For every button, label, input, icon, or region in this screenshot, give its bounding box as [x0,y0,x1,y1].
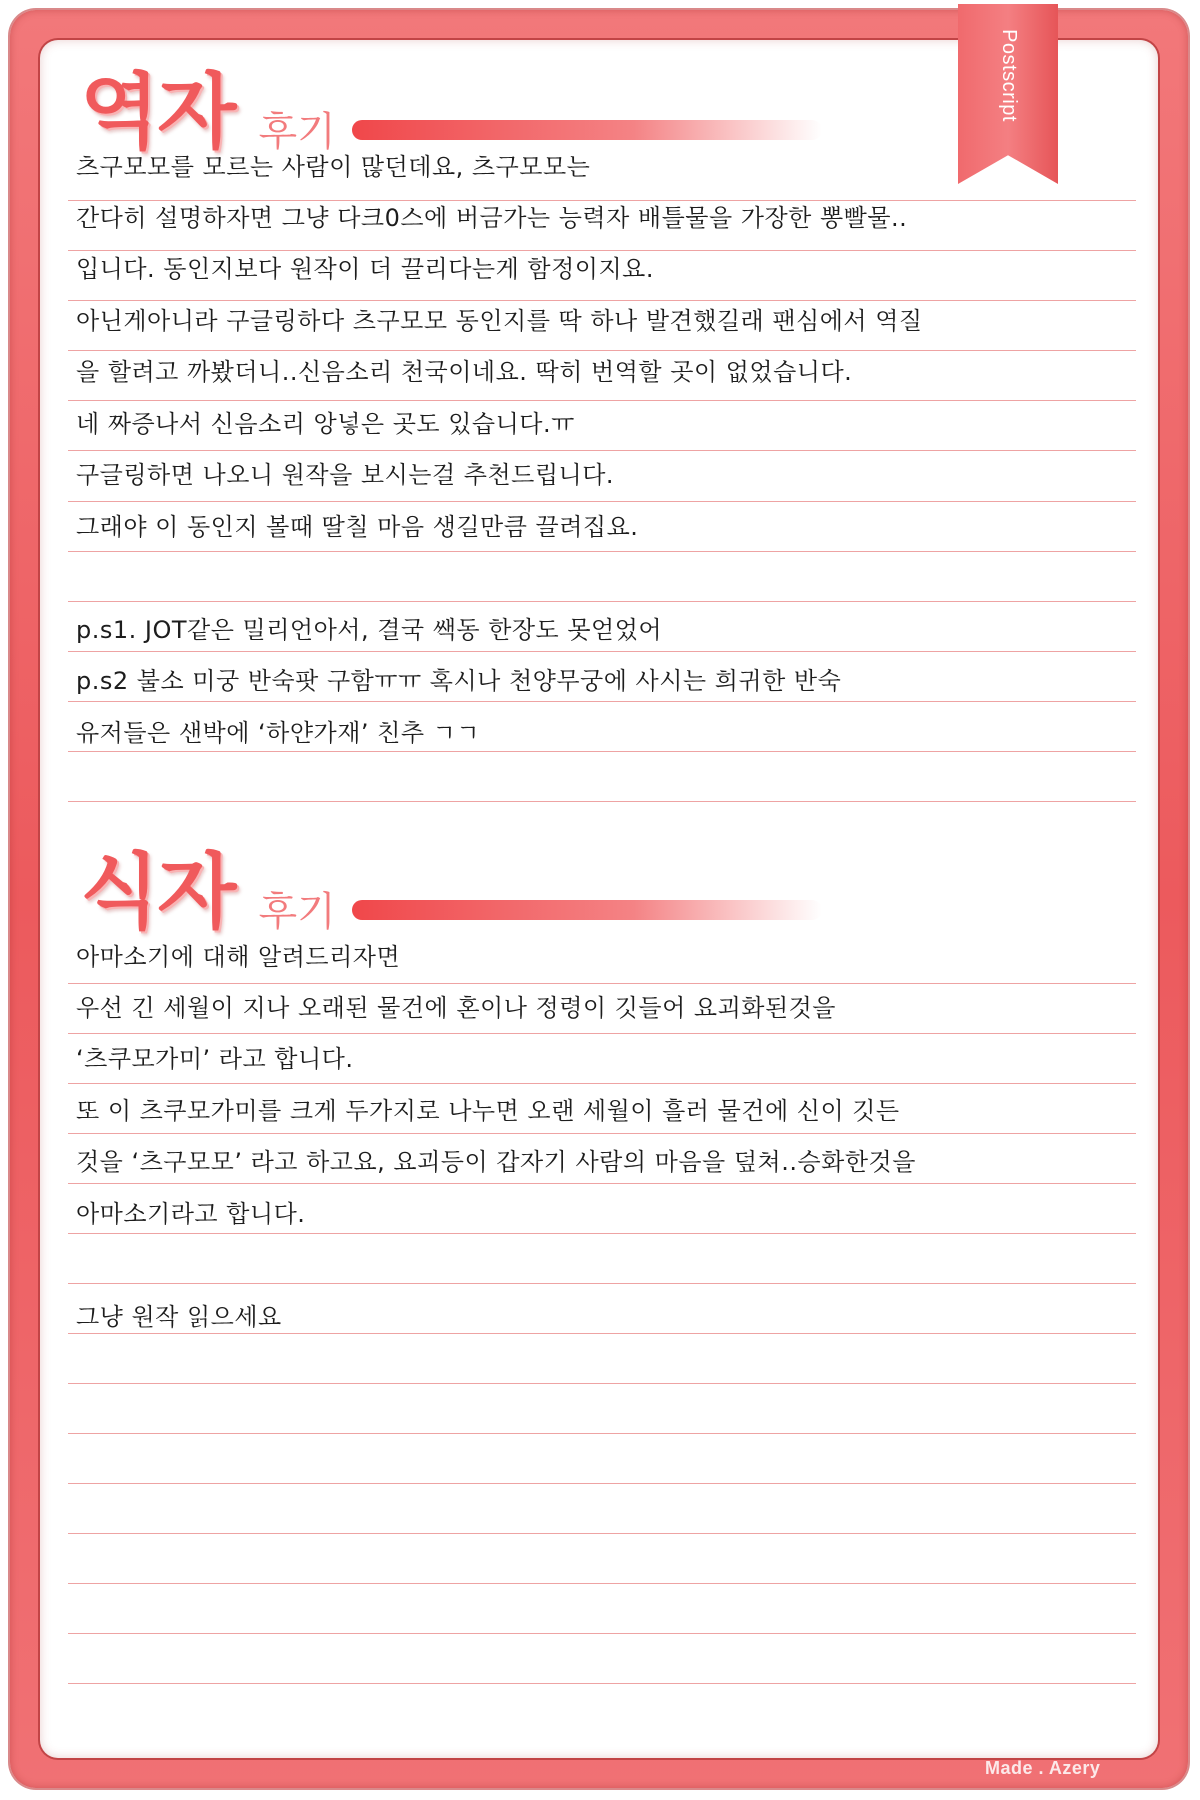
translator-line: 입니다. 동인지보다 원작이 더 끌리다는게 함정이지요. [76,255,654,283]
translator-line: 을 할려고 까봤더니..신음소리 천국이네요. 딱히 번역할 곳이 없었습니다. [76,358,853,386]
ruled-line [68,1483,1136,1484]
ruled-line [68,1283,1136,1284]
ruled-line [68,1433,1136,1434]
ruled-line [68,1083,1136,1084]
ruled-line [68,801,1136,802]
typesetter-title: 식자 [80,845,235,940]
typesetter-subtitle: 후기 [258,889,336,935]
translator-line: 그래야 이 동인지 볼때 딸칠 마음 생길만큼 끌려집요. [76,513,639,541]
translator-line: p.s2 불소 미궁 반숙팟 구함ㅠㅠ 혹시나 천양무궁에 사시는 희귀한 반숙 [76,667,842,695]
credit-text: Made . Azery [985,1758,1101,1778]
typesetter-line: 그냥 원작 읽으세요 [76,1303,282,1331]
typesetter-heading [80,845,822,940]
ruled-line [68,701,1136,702]
ruled-line [68,300,1136,301]
ruled-line [68,651,1136,652]
translator-line: 구글링하면 나오니 원작을 보시는걸 추천드립니다. [76,461,615,489]
translator-heading [80,65,822,160]
translator-subtitle: 후기 [258,109,336,155]
typesetter-line: 아마소기라고 합니다. [76,1200,306,1228]
translator-line: 츠구모모를 모르는 사람이 많던데요, 츠구모모는 [76,153,591,181]
ruled-line [68,200,1136,201]
ruled-line [68,501,1136,502]
ruled-line [68,1333,1136,1334]
ruled-line [68,601,1136,602]
ruled-line [68,450,1136,451]
translator-line: 간다히 설명하자면 그냥 다크0스에 버금가는 능력자 배틀물을 가장한 뽕빨물.. [76,204,908,232]
ruled-line [68,350,1136,351]
ruled-line [68,1633,1136,1634]
translator-line: p.s1. JOT같은 밀리언아서, 결국 쌕동 한장도 못얻었어 [76,616,663,644]
ruled-line [68,400,1136,401]
typesetter-line: 것을 ‘츠구모모’ 라고 하고요, 요괴등이 갑자기 사람의 마음을 덮쳐..승화한것을 [76,1148,916,1176]
typesetter-line: 또 이 츠쿠모가미를 크게 두가지로 나누면 오랜 세월이 흘러 물건에 신이 깃든 [76,1097,900,1125]
translator-line: 네 짜증나서 신음소리 앙넣은 곳도 있습니다.ㅠ [76,410,575,438]
typesetter-line: 우선 긴 세월이 지나 오래된 물건에 혼이나 정령이 깃들어 요괴화된것을 [76,994,836,1022]
heading-bar [352,120,822,140]
ruled-line [68,751,1136,752]
ruled-line [68,1583,1136,1584]
ruled-line [68,1133,1136,1134]
ruled-line [68,1683,1136,1684]
translator-title: 역자 [80,65,235,160]
ruled-line [68,1033,1136,1034]
ruled-line [68,1233,1136,1234]
ribbon-label-wrap [958,20,1058,130]
ruled-line [68,1383,1136,1384]
ruled-line [68,1183,1136,1184]
ruled-line [68,1533,1136,1534]
ribbon-label: Postscript [997,28,1020,122]
ruled-line [68,983,1136,984]
translator-line: 유저들은 샌박에 ‘하얀가재’ 친추 ㄱㄱ [76,719,481,747]
translator-line: 아닌게아니라 구글링하다 츠구모모 동인지를 딱 하나 발견했길래 팬심에서 역질 [76,307,923,335]
typesetter-line: 아마소기에 대해 알려드리자면 [76,943,401,971]
ruled-line [68,250,1136,251]
typesetter-line: ‘츠쿠모가미’ 라고 합니다. [76,1045,354,1073]
heading-bar [352,900,822,920]
ruled-line [68,551,1136,552]
